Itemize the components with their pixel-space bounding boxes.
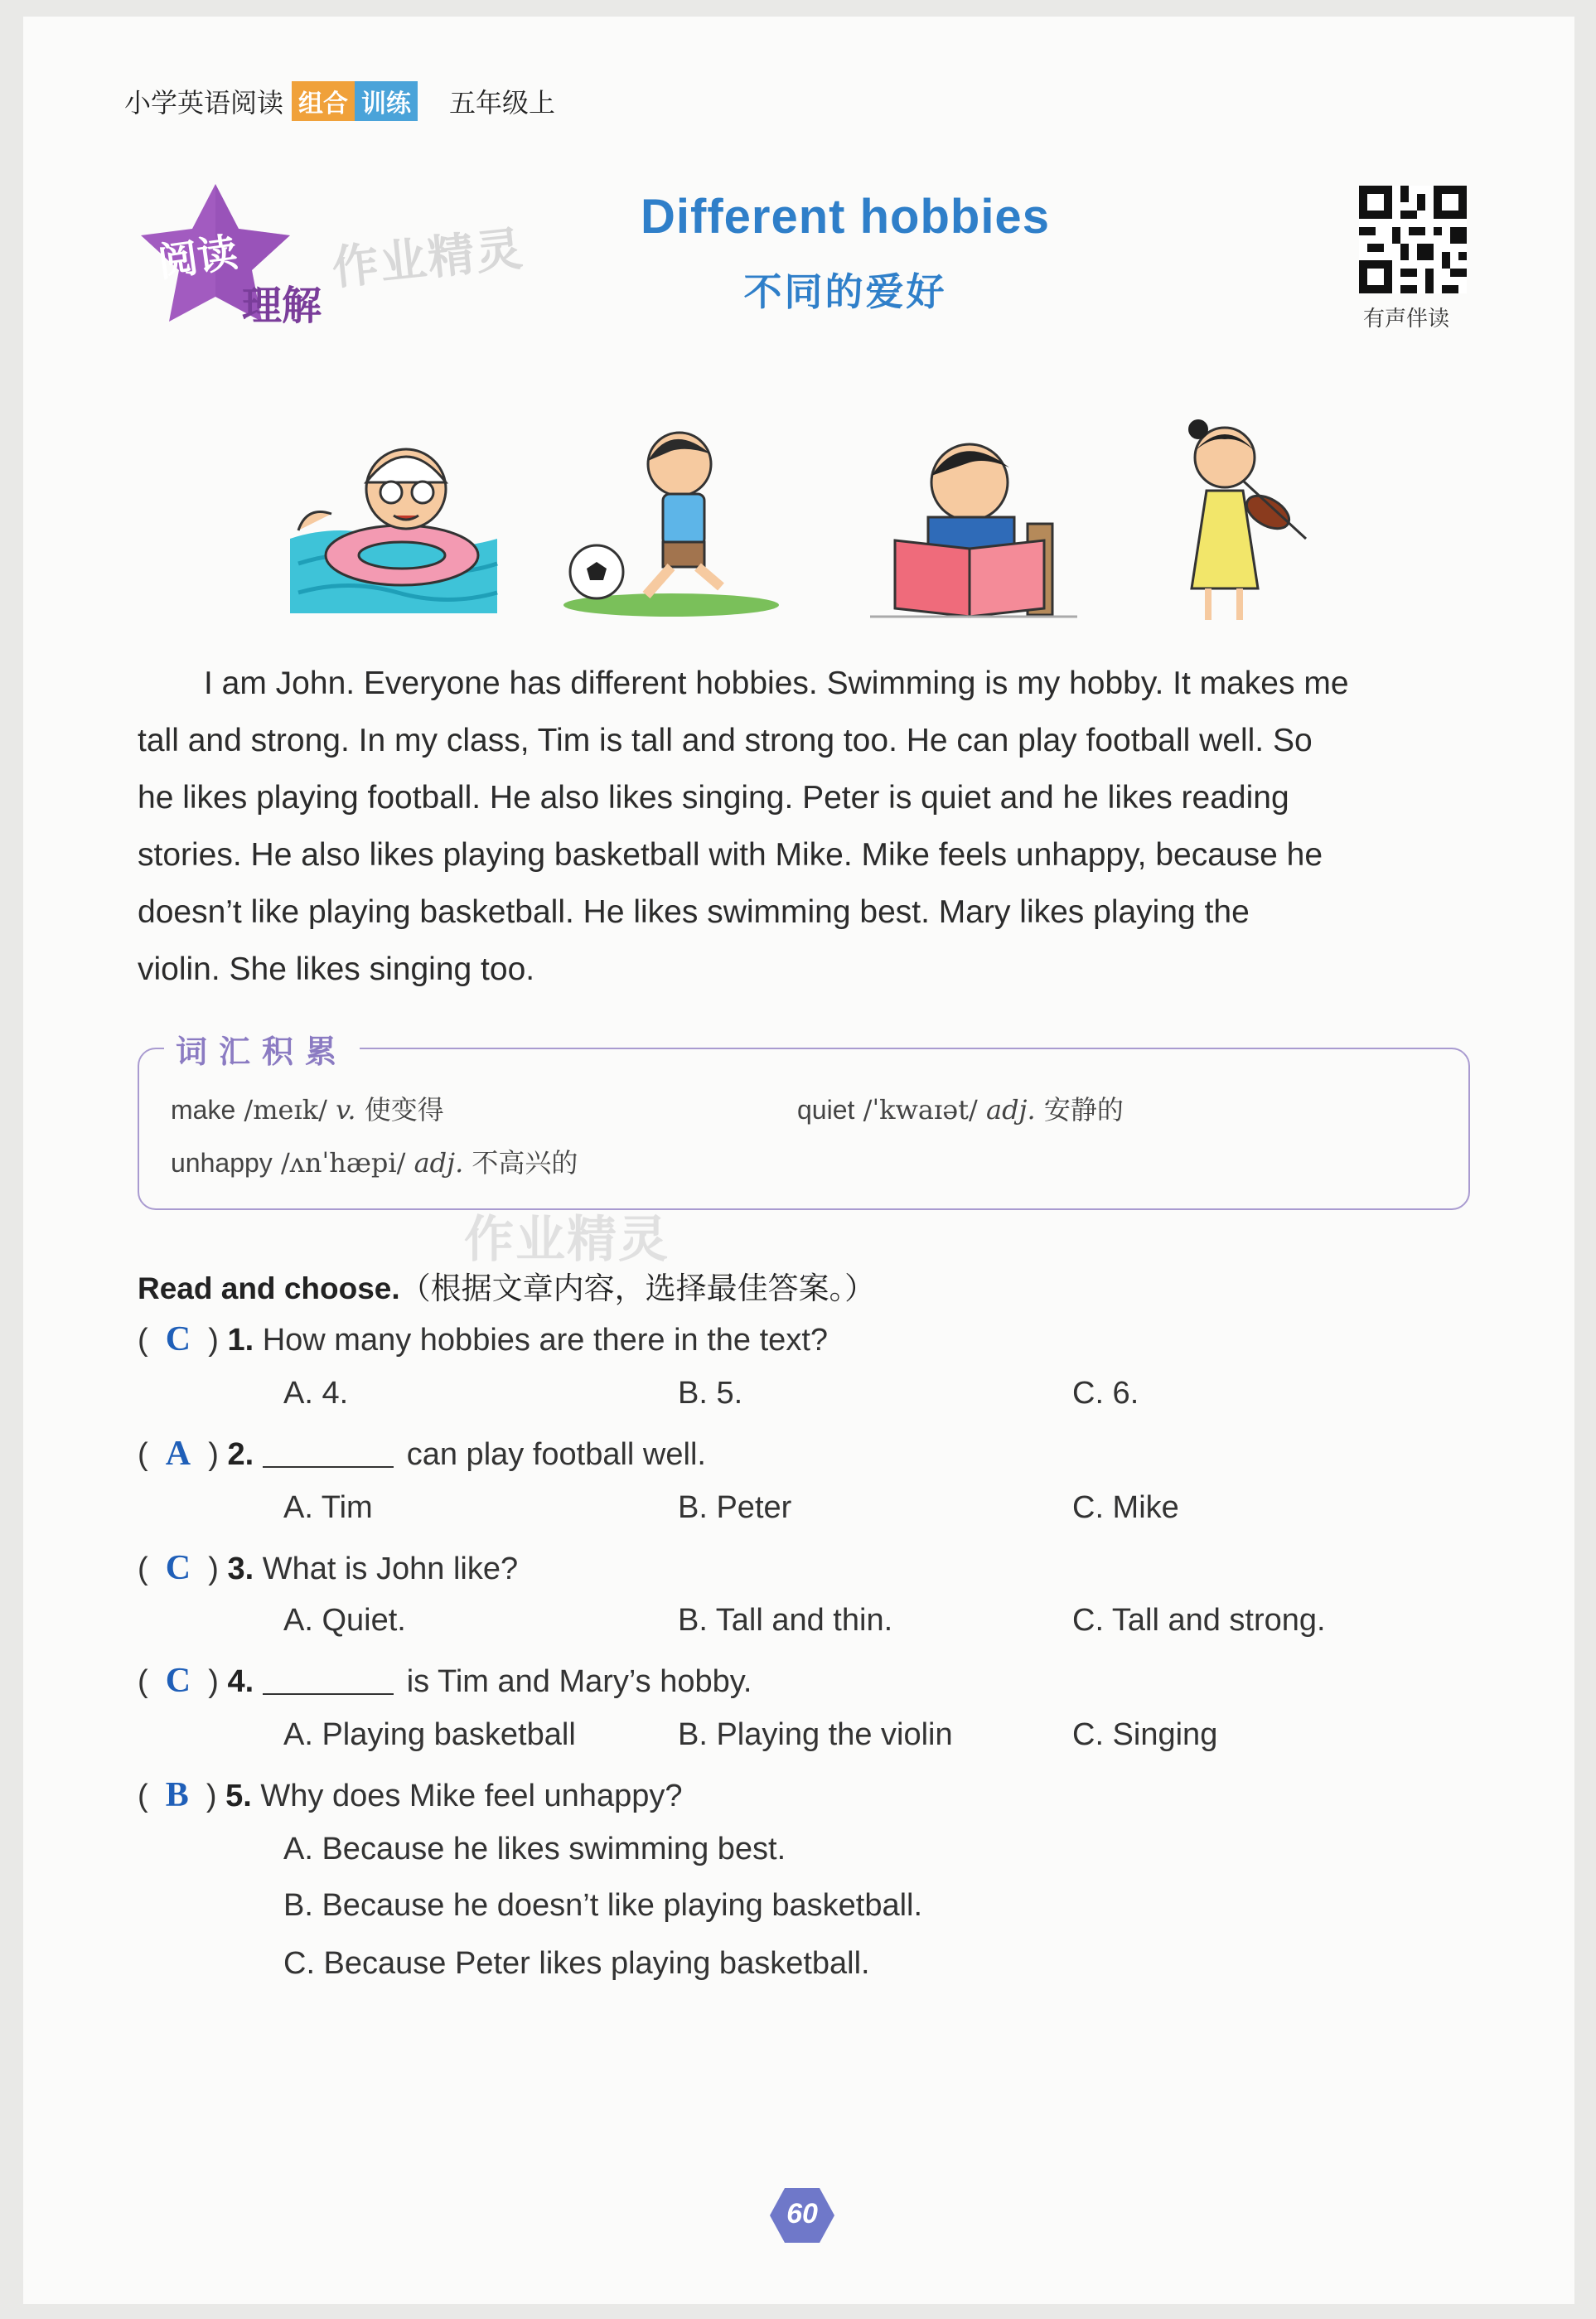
q3-option-b[interactable]: B. Tall and thin. — [678, 1603, 893, 1638]
page-number: 60 — [786, 2198, 818, 2229]
q5-option-b[interactable]: B. Because he doesn’t like playing basketball. — [283, 1888, 923, 1923]
title-chinese: 不同的爱好 — [743, 270, 947, 313]
series-title: 小学英语阅读 — [124, 88, 284, 118]
vocab-item-make: make /meɪk/ v. 使变得 — [171, 1094, 444, 1126]
question-2: ( A ) 2. can play football well. — [138, 1435, 706, 1473]
answer-4[interactable]: C — [165, 1662, 191, 1700]
reading-passage — [138, 655, 1470, 998]
passage-line: he likes playing football. He also likes singing. Peter is quiet and he likes reading — [138, 780, 1289, 816]
exercise-instruction: Read and choose.（根据文章内容，选择最佳答案。） — [138, 1271, 876, 1305]
q3-option-a[interactable]: A. Quiet. — [283, 1603, 406, 1638]
question-1: ( C ) 1. How many hobbies are there in the text? — [138, 1320, 829, 1358]
q2-option-c[interactable]: C. Mike — [1072, 1490, 1179, 1525]
vocab-item-unhappy: unhappy /ʌnˈhæpi/ adj. 不高兴的 — [171, 1147, 578, 1179]
vocab-title: 词汇积累 — [164, 1026, 360, 1072]
badge-combo: 组合 — [292, 81, 355, 121]
passage-line: stories. He also likes playing basketball with Mike. Mike feels unhappy, because he — [138, 837, 1323, 873]
watermark-middle: 作业精灵 — [464, 1212, 670, 1267]
qr-code-icon[interactable] — [1359, 186, 1467, 293]
q4-option-c[interactable]: C. Singing — [1072, 1717, 1218, 1752]
vocab-item-quiet: quiet /ˈkwaɪət/ adj. 安静的 — [797, 1094, 1124, 1126]
swimming-boy-illustration — [282, 423, 505, 622]
watermark-top: 作业精灵 — [329, 222, 527, 294]
grade-label: 五年级上 — [449, 88, 556, 118]
q4-blank[interactable] — [263, 1693, 394, 1695]
qr-label: 有声伴读 — [1363, 306, 1450, 331]
q5-option-a[interactable]: A. Because he likes swimming best. — [283, 1832, 786, 1866]
violin-girl-illustration — [1160, 414, 1326, 630]
book-header — [124, 81, 555, 121]
answer-2[interactable]: A — [165, 1435, 191, 1473]
q1-option-c[interactable]: C. 6. — [1072, 1376, 1139, 1411]
reading-boy-illustration — [862, 424, 1086, 623]
q1-option-b[interactable]: B. 5. — [678, 1376, 743, 1411]
q3-option-c[interactable]: C. Tall and strong. — [1072, 1603, 1326, 1638]
answer-3[interactable]: C — [165, 1549, 191, 1587]
passage-line: violin. She likes singing too. — [138, 951, 535, 987]
passage-line: tall and strong. In my class, Tim is tall and strong too. He can play football well. So — [138, 723, 1313, 758]
question-3: ( C ) 3. What is John like? — [138, 1549, 519, 1587]
section-label-understand: 理解 — [242, 284, 322, 328]
question-5: ( B ) 5. Why does Mike feel unhappy? — [138, 1776, 683, 1814]
football-boy-illustration — [547, 421, 787, 620]
q4-option-b[interactable]: B. Playing the violin — [678, 1717, 953, 1752]
q2-blank[interactable] — [263, 1466, 394, 1468]
q5-option-c[interactable]: C. Because Peter likes playing basketball. — [283, 1946, 870, 1981]
vocab-box — [138, 1048, 1470, 1210]
answer-5[interactable]: B — [165, 1776, 189, 1814]
title-english: Different hobbies — [641, 190, 1050, 244]
q4-option-a[interactable]: A. Playing basketball — [283, 1717, 576, 1752]
passage-line: I am John. Everyone has different hobbies. Swimming is my hobby. It makes me — [204, 666, 1349, 701]
q2-option-b[interactable]: B. Peter — [678, 1490, 792, 1525]
q1-option-a[interactable]: A. 4. — [283, 1376, 349, 1411]
section-label-read: 阅读 — [155, 230, 240, 286]
question-4: ( C ) 4. is Tim and Mary’s hobby. — [138, 1662, 752, 1700]
badge-training: 训练 — [355, 81, 418, 121]
answer-1[interactable]: C — [165, 1320, 191, 1358]
passage-line: doesn’t like playing basketball. He likes swimming best. Mary likes playing the — [138, 894, 1250, 930]
q2-option-a[interactable]: A. Tim — [283, 1490, 373, 1525]
